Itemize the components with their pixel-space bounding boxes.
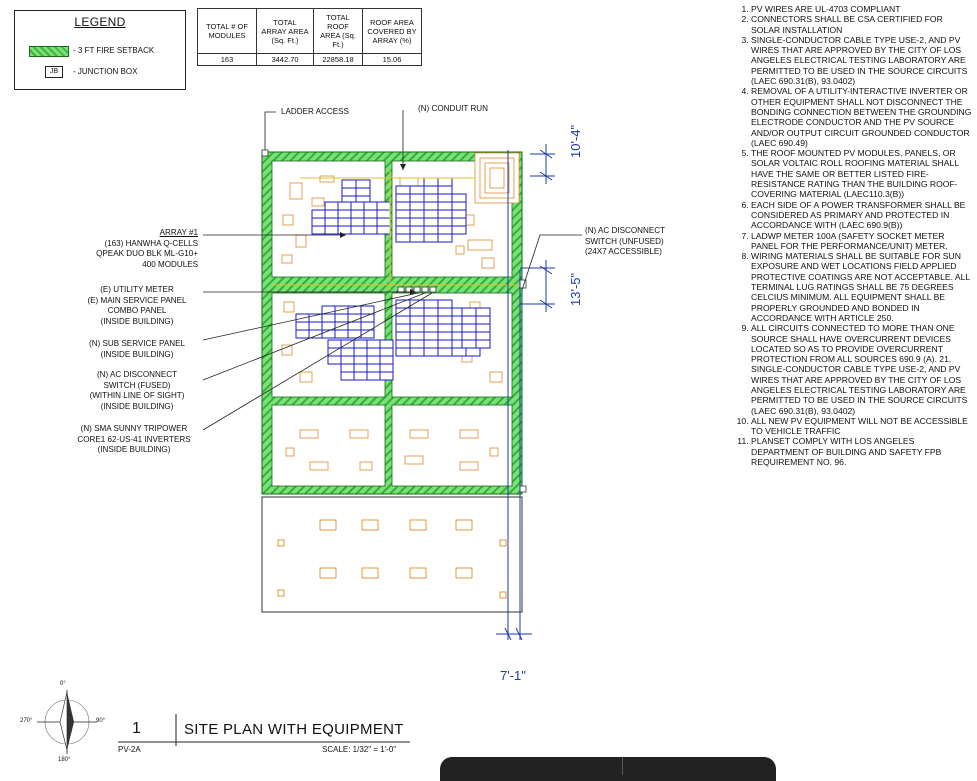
drawing-scale: SCALE: 1/32" = 1'-0" — [322, 745, 397, 754]
compass-west: 270° — [20, 718, 33, 724]
fire-setback-label: - 3 FT FIRE SETBACK — [73, 46, 155, 55]
utility-meter-line-2: (E) MAIN SERVICE PANEL — [87, 295, 187, 305]
ac-fused-line-2: SWITCH (FUSED) — [103, 380, 171, 390]
array-title: ARRAY #1 — [159, 228, 198, 237]
dimension-top: 10'-4" — [568, 124, 583, 158]
pv-module — [380, 340, 393, 348]
compass-south: 180° — [58, 757, 71, 763]
pv-module — [380, 348, 393, 356]
pv-module — [325, 202, 338, 210]
utility-meter-line-3: COMBO PANEL — [107, 306, 167, 315]
ac-disconnect-fused-callout — [76, 370, 198, 412]
pv-module — [396, 316, 410, 324]
pv-module — [396, 308, 410, 316]
pv-module — [424, 348, 438, 356]
note-item: 1. PV WIRES ARE UL-4703 COMPLIANT — [751, 4, 973, 14]
pv-module — [424, 308, 438, 316]
pv-module — [438, 300, 452, 308]
pv-module — [410, 308, 424, 316]
lower-roof-obstructions — [278, 520, 506, 598]
pv-module — [452, 348, 466, 356]
junction-box-symbol: JB — [45, 66, 63, 78]
pv-module — [367, 364, 380, 372]
pv-module — [296, 322, 309, 330]
ac-unfused-line-3: (24X7 ACCESSIBLE) — [585, 247, 662, 256]
ac-fused-line-4: (INSIDE BUILDING) — [100, 401, 174, 411]
pv-module — [410, 300, 424, 308]
pv-module — [341, 364, 354, 372]
pv-module — [452, 226, 466, 234]
pv-module — [438, 324, 452, 332]
pv-module — [424, 202, 438, 210]
pv-module — [410, 324, 424, 332]
pv-module — [354, 364, 367, 372]
pv-module — [424, 186, 438, 194]
pv-module — [410, 348, 424, 356]
compass-east: 90° — [96, 718, 106, 724]
legend-title: LEGEND — [74, 15, 126, 29]
pv-module — [364, 226, 377, 234]
pv-module — [410, 202, 424, 210]
pv-module — [328, 356, 341, 364]
pv-module — [341, 348, 354, 356]
utility-meter-callout — [76, 285, 198, 327]
utility-meter-line-4: (INSIDE BUILDING) — [100, 316, 174, 326]
ac-fused-line-3: (WITHIN LINE OF SIGHT) — [89, 391, 185, 400]
pv-module — [424, 340, 438, 348]
pv-module — [338, 210, 351, 218]
inverters-line-2: CORE1 62-US-41 INVERTERS — [77, 434, 191, 444]
pv-module — [410, 210, 424, 218]
note-item: 11. PLANSET COMPLY WITH LOS ANGELES DEPARTMENT OF BUILDING AND SAFETY FPB REQUIREMENT NO. 96. — [751, 436, 973, 467]
pv-module — [325, 226, 338, 234]
note-item: 9. ALL CIRCUITS CONNECTED TO MORE THAN ONE SOURCE SHALL HAVE OVERCURRENT DEVICES LOCATED SO AS TO PROVIDE OVERCURRENT PROTECTION FROM ALL SOURCES 690.9 (A). 21. SINGLE-CONDUCTOR CABLE TYPE USE-2, AND PV WIRES THAT ARE APPROVED BY THE CITY OF LOS ANGELES ELECTRICAL TESTING LABORATORY ARE PERMITTED TO BE USED IN THE SOURCE CIRCUITS (LAEC 690.31(B), 93.0402) — [751, 323, 973, 416]
pv-module — [380, 356, 393, 364]
pv-module — [438, 340, 452, 348]
pv-module — [312, 226, 325, 234]
pv-module — [424, 324, 438, 332]
pv-module — [309, 322, 322, 330]
pv-module — [476, 308, 490, 316]
pv-module — [438, 348, 452, 356]
pv-module — [351, 226, 364, 234]
pv-module — [410, 218, 424, 226]
toolbar-divider — [622, 757, 623, 775]
dimension-middle: 13'-5" — [568, 272, 583, 306]
pv-module — [367, 348, 380, 356]
sub-panel-line-1: (N) SUB SERVICE PANEL — [89, 339, 185, 348]
pv-module — [410, 332, 424, 340]
pv-module — [312, 210, 325, 218]
pv-module — [312, 218, 325, 226]
pv-module — [438, 316, 452, 324]
pv-module — [438, 218, 452, 226]
pv-module — [396, 234, 410, 242]
pv-module — [338, 218, 351, 226]
pv-module — [410, 186, 424, 194]
header-modules: TOTAL # OF MODULES — [198, 9, 257, 54]
pv-module — [452, 218, 466, 226]
pv-module — [410, 316, 424, 324]
ac-unfused-line-1: (N) AC DISCONNECT — [585, 226, 666, 235]
array-line-3: 400 MODULES — [142, 259, 198, 269]
ladder-access-label: LADDER ACCESS — [281, 107, 349, 116]
lower-building-outline — [262, 497, 522, 612]
pv-module — [364, 202, 377, 210]
array-callout — [86, 228, 198, 270]
value-modules: 163 — [198, 54, 257, 66]
pv-module — [335, 314, 348, 322]
pv-module — [351, 210, 364, 218]
pv-module — [377, 226, 390, 234]
pv-module — [361, 306, 374, 314]
value-array-area: 3442.70 — [257, 54, 314, 66]
pv-module — [462, 308, 476, 316]
note-item: 5. THE ROOF MOUNTED PV MODULES, PANELS, OR SOLAR VOLTAIC ROLL ROOFING MATERIAL SHALL HAVE THE SAME OR BETTER LISTED FIRE-RESISTANCE RATING THAN THE BUILDING ROOF-COVERING MATERIAL (LAEC110.3(B)) — [751, 148, 973, 199]
pv-module — [438, 178, 452, 186]
sub-panel-line-2: (INSIDE BUILDING) — [100, 349, 174, 359]
pv-module — [438, 186, 452, 194]
note-item: 10. ALL NEW PV EQUIPMENT WILL NOT BE ACCESSIBLE TO VEHICLE TRAFFIC — [751, 416, 973, 437]
pv-module — [438, 202, 452, 210]
pv-module — [424, 332, 438, 340]
header-array-area: TOTAL ARRAY AREA (Sq. Ft.) — [257, 9, 314, 54]
pv-module — [296, 330, 309, 338]
pv-module — [322, 314, 335, 322]
pv-module — [424, 218, 438, 226]
pv-module — [377, 210, 390, 218]
pv-module — [328, 340, 341, 348]
compass-rose — [37, 690, 97, 754]
pv-module — [354, 372, 367, 380]
note-item: 6. EACH SIDE OF A POWER TRANSFORMER SHALL BE CONSIDERED AS PRIMARY AND PROTECTED IN ACCORDANCE WITH (LAEC 690.9(B)) — [751, 200, 973, 231]
compass-north: 0° — [60, 681, 66, 687]
pv-module — [338, 202, 351, 210]
pv-module — [476, 340, 490, 348]
pv-module — [341, 356, 354, 364]
pv-module — [356, 180, 370, 188]
ac-unfused-line-2: SWITCH (UNFUSED) — [585, 236, 664, 246]
pv-module — [364, 218, 377, 226]
pv-module — [348, 322, 361, 330]
pv-module — [356, 188, 370, 196]
pv-module — [351, 218, 364, 226]
dimension-bottom: 7'-1" — [500, 668, 526, 683]
pv-module — [377, 218, 390, 226]
pv-module — [354, 356, 367, 364]
pv-module — [335, 330, 348, 338]
pv-module — [424, 226, 438, 234]
pv-module — [410, 226, 424, 234]
array-line-1: (163) HANWHA Q-CELLS — [104, 238, 198, 248]
viewer-toolbar[interactable] — [440, 757, 776, 781]
pv-module — [342, 188, 356, 196]
pv-module — [341, 372, 354, 380]
pv-module — [396, 348, 410, 356]
header-roof-area: TOTAL ROOF AREA (Sq. Ft.) — [314, 9, 363, 54]
rooftop-unit — [475, 153, 519, 203]
ac-fused-line-1: (N) AC DISCONNECT — [96, 370, 178, 379]
note-item: 7. LADWP METER 100A (SAFETY SOCKET METER PANEL FOR THE PERFORMANCE/UNIT) METER, — [751, 231, 973, 252]
pv-module — [380, 364, 393, 372]
pv-module — [438, 308, 452, 316]
pv-module — [462, 316, 476, 324]
pv-module — [476, 332, 490, 340]
header-covered: ROOF AREA COVERED BY ARRAY (%) — [363, 9, 422, 54]
pv-module — [364, 210, 377, 218]
pv-module — [438, 194, 452, 202]
pv-module — [476, 316, 490, 324]
pv-module — [396, 210, 410, 218]
pv-module — [351, 202, 364, 210]
pv-module — [424, 316, 438, 324]
pv-module — [367, 340, 380, 348]
junction-box-label: - JUNCTION BOX — [73, 67, 138, 76]
pv-module — [380, 372, 393, 380]
note-item: 2. CONNECTORS SHALL BE CSA CERTIFIED FOR SOLAR INSTALLATION — [751, 14, 973, 35]
utility-meter-line-1: (E) UTILITY METER — [100, 285, 174, 294]
pv-module — [342, 180, 356, 188]
pv-module — [396, 324, 410, 332]
note-item: 3. SINGLE-CONDUCTOR CABLE TYPE USE-2, AND PV WIRES THAT ARE APPROVED BY THE CITY OF LOS ANGELES ELECTRICAL TESTING LABORATORY ARE PERMITTED TO BE USED IN THE SOURCE CIRCUITS (LAEC 690.31(B), 93.0402) — [751, 35, 973, 86]
pv-module — [462, 332, 476, 340]
pv-module — [452, 202, 466, 210]
pv-module — [396, 194, 410, 202]
sheet-number: PV-2A — [118, 745, 141, 754]
inverters-callout — [70, 424, 198, 456]
pv-module — [438, 234, 452, 242]
pv-module — [462, 324, 476, 332]
pv-module — [424, 194, 438, 202]
pv-module — [410, 340, 424, 348]
pv-module — [410, 234, 424, 242]
conduit-run-label: (N) CONDUIT RUN — [418, 104, 488, 113]
pv-module — [452, 194, 466, 202]
pv-module — [424, 234, 438, 242]
pv-module — [396, 340, 410, 348]
drawing-title: SITE PLAN WITH EQUIPMENT — [184, 721, 404, 738]
pv-module — [438, 226, 452, 234]
pv-module — [325, 218, 338, 226]
pv-module — [396, 202, 410, 210]
pv-module — [396, 218, 410, 226]
pv-module — [438, 332, 452, 340]
pv-module — [438, 210, 452, 218]
pv-module — [452, 210, 466, 218]
ac-disconnect-unfused-callout — [585, 226, 695, 258]
pv-module — [338, 226, 351, 234]
pv-module — [410, 194, 424, 202]
pv-module — [462, 340, 476, 348]
inverters-line-1: (N) SMA SUNNY TRIPOWER — [80, 424, 188, 433]
pv-module — [476, 324, 490, 332]
note-item: 4. REMOVAL OF A UTILITY-INTERACTIVE INVERTER OR OTHER EQUIPMENT SHALL NOT DISCONNECT THE BONDING CONNECTION BETWEEN THE GROUNDING ELECTRODE CONDUCTOR AND THE PV SOURCE AND/OR OUTPUT CIRCUIT GROUNDED CONDUCTOR (LAEC 690.49) — [751, 86, 973, 148]
pv-module — [325, 210, 338, 218]
pv-module — [354, 348, 367, 356]
pv-module — [424, 178, 438, 186]
pv-module — [424, 210, 438, 218]
pv-module — [328, 348, 341, 356]
drawing-number: 1 — [132, 720, 141, 737]
value-covered: 15.06 — [363, 54, 422, 66]
pv-module — [396, 332, 410, 340]
pv-module — [367, 356, 380, 364]
pv-module — [354, 340, 367, 348]
pv-module — [377, 202, 390, 210]
array-line-2: QPEAK DUO BLK ML-G10+ — [96, 249, 198, 258]
inverters-line-3: (INSIDE BUILDING) — [97, 445, 171, 454]
pv-module — [396, 226, 410, 234]
sub-panel-callout — [76, 339, 198, 360]
value-roof-area: 22858.18 — [314, 54, 363, 66]
pv-module — [424, 300, 438, 308]
pv-module — [367, 372, 380, 380]
pv-module — [396, 186, 410, 194]
note-item: 8. WIRING MATERIALS SHALL BE SUITABLE FOR SUN EXPOSURE AND WET LOCATIONS FIELD APPLIED PROTECTIVE COATINGS ARE NOT ACCEPTABLE. ALL TERMINAL LUG RATINGS SHALL BE 75 DEGREES CELCIUS MINIMUM. ALL EQUIPMENT SHALL BE PROPERLY GROUNDED AND BONDED IN ACCORDANCE WITH ARTICLE 250. — [751, 251, 973, 323]
pv-module — [466, 348, 480, 356]
